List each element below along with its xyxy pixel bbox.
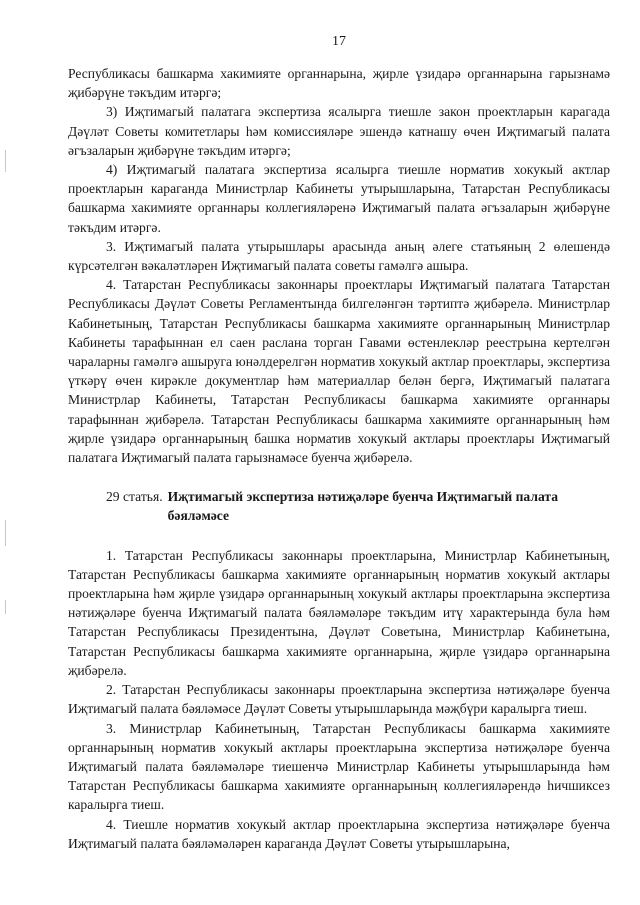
paragraph: 4. Тиешле норматив хокукый актлар проектларына экспертиза нәтиҗәләре буенча Иҗтимагый палата бәяләмәләрен караганда Дәүләт Советы утырышларына,	[68, 816, 610, 851]
article-heading	[68, 487, 610, 525]
paragraph: 4) Иҗтимагый палатага экспертиза ясалырга тиешле норматив хокукый актлар проектларын караганда Министрлар Кабинеты утырышларына, Татарстан Республикасы башкарма хакимияте органнары коллегияләренә Иҗтимагый палата әгъзаларын җибәрүне тәкъдим итәргә.	[68, 162, 610, 235]
paragraph: Республикасы башкарма хакимияте органнарына, җирле үзидарә органнарына гарызнамә җибәрүне тәкъдим итәргә;	[68, 66, 610, 101]
scan-edge-mark	[5, 600, 6, 614]
article-number: 29 статья.	[106, 489, 163, 505]
article-title: Иҗтимагый экспертиза нәтиҗәләре буенча Иҗтимагый палата бәяләмәсе	[167, 489, 559, 524]
paragraph: 3) Иҗтимагый палатага экспертиза ясалырга тиешле закон проектларын карагада Дәүләт Советы комитетлары һәм комиссияләре эшендә катнашу өчен Иҗтимагый палата әгъзаларын җибәрүне тәкъдим итәргә;	[68, 104, 610, 158]
scan-edge-mark	[5, 520, 6, 546]
paragraph: 4. Татарстан Республикасы законнары проектлары Иҗтимагый палатага Татарстан Республикасы Дәүләт Советы Регламентында билгеләнгән тәртиптә җибәрелә. Министрлар Кабинетының, Татарстан Республикасы башкарма хакимияте органнарының Министрлар Кабинеты тарафыннан ел саен раслана торган Гавами өстенлекләр реестрына кертелгән чараларны гамәлгә ашыруга юнәлдерелгән норматив хокукый актлар проектлары, экспертиза үткәрү өчен кирәкле документлар һәм материаллар белән бергә, Иҗтимагый палатага Министрлар Кабинеты, Татарстан Республикасы башкарма хакимияте органнары тарафыннан җибәрелә. Татарстан Республикасы башкарма хакимияте органнарының һәм җирле үзидарә органнарының башка норматив хокукый актлары проектлары Иҗтимагый палатага Иҗтимагый палата гарызнамәсе буенча җибәрелә.	[68, 277, 610, 466]
paragraph: 2. Татарстан Республикасы законнары проектларына экспертиза нәтиҗәләре буенча Иҗтимагый палата бәяләмәсе Дәүләт Советы утырышларында мәҗбүри каралырга тиеш.	[68, 682, 610, 717]
scan-edge-mark	[5, 150, 6, 172]
paragraph: 3. Министрлар Кабинетының, Татарстан Республикасы башкарма хакимияте органнарының норматив хокукый актлары проектларына экспертиза нәтиҗәләре буенча Иҗтимагый палата бәяләмәләре тиешенчә Министрлар Кабинеты утырышларында һәм Татарстан Республикасы башкарма хакимияте органнарының коллегияләрендә һичшиксез каралырга тиеш.	[68, 720, 610, 813]
document-page	[68, 28, 610, 853]
page-number: 17	[332, 34, 346, 49]
paragraph: 1. Татарстан Республикасы законнары проектларына, Министрлар Кабинетының, Татарстан Республикасы башкарма хакимияте органнарының норматив хокукый актлары проектларына һәм җирле үзидарә органнарының хокукый актлары проектларына экспертиза нәтиҗәләре буенча Иҗтимагый палата бәяләмәләре тәкъдим итү характерында була һәм Татарстан Республикасы Президентына, Дәүләт Советына, Министрлар Кабинетына, Татарстан Республикасы башкарма хакимияте органнарына, җирле үзидарә органнарына җибәрелә.	[68, 547, 610, 678]
paragraph: 3. Иҗтимагый палата утырышлары арасында аның әлеге статьяның 2 өлешендә күрсәтелгән вәкаләтләрен Иҗтимагый палата советы гамәлгә ашыра.	[68, 238, 610, 274]
scan-edge-marks	[3, 0, 11, 905]
